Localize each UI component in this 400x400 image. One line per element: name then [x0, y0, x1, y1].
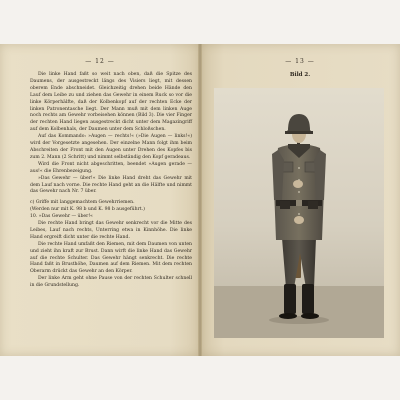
paragraph: Die linke Hand faßt so weit nach oben, daß die Spitze des Daumens, der ausgestreckt längs des Visiers liegt, mit dessen oberem Ende abschneidet. Gleichzeitig drehen beide Hände den Lauf dem Leibe zu und ziehen das Gewehr in einem Ruck so vor die linke Körperhälfte, daß der Kolbenkopf auf der rechten Ecke der linken Patronentasche liegt. Der Mann muß mit dem linken Auge noch rechts am Gewehr vorbeisehen können (Bild 3). Die vier Finger der rechten Hand liegen ausgestreckt dicht unter dem Magazingriff auf dem Kolbenhals, der Daumen unter dem Schloßschen.	[30, 72, 192, 133]
ammo-pouch-right	[308, 201, 318, 209]
left-boot	[284, 284, 296, 314]
left-page	[0, 44, 200, 356]
belt-buckle	[296, 200, 302, 206]
hand-upper	[293, 180, 303, 188]
left-page-text	[30, 72, 192, 290]
paragraph: Wird die Front nicht abgeschritten, beendet »Augen gerade — aus!« die Ehrenbezeigung.	[30, 161, 192, 174]
section-subheading: (Werden nur mit K. 98 b und K. 98 b ausgeführt.)	[30, 207, 145, 213]
right-boot-toe	[301, 313, 319, 319]
page-number-left: — 12 —	[85, 58, 115, 65]
right-page	[200, 44, 400, 356]
paragraph: »Das Gewehr — über!« Die linke Hand dreht das Gewehr mit dem Lauf nach vorne. Die rechte Hand geht an die Hälfte und nimmt das Gewehr nach Nr. 7 über.	[30, 175, 192, 195]
paragraph: Auf das Kommando: »Augen — rechts!« (»Die Augen — links!«) wird der Vorgesetzte angesehen. Der einzelne Mann folgt ihm beim Abschreiten der Front mit den Augen unter Drehen des Kopfes bis zum 2. Mann (2 Schritt) und nimmt selbständig den Kopf geradeaus.	[30, 134, 192, 160]
command-label: 10. »Das Gewehr — über!«	[30, 214, 93, 220]
section-heading: c) Griffe mit langgemachtem Gewehrriemen.	[30, 200, 135, 206]
right-arm	[314, 150, 326, 200]
soldier-photo	[214, 88, 384, 338]
paragraph: Die rechte Hand umfaßt den Riemen, mit dem Daumen von unten und zieht ihn kraft zur Brust. Dann wirft die linke Hand das Gewehr auf die rechte Schulter. Das Gewehr hängt senkrecht. Die rechte Hand faßt in Brusthöhe, Daumen auf dem Riemen. Mit dem rechten Oberarm drückt das Gewehr an den Körper.	[30, 241, 192, 275]
left-boot-toe	[279, 313, 297, 319]
ammo-pouch-left	[280, 201, 290, 209]
paragraph: Die rechte Hand bringt das Gewehr senkrecht vor die Mitte des Leibes, Lauf nach rechts, Unterring etwa in Kinnhöhe. Die linke Hand ergreift dicht unter die rechte Hand.	[30, 221, 192, 240]
hand-lower	[294, 216, 304, 224]
plate-caption: Bild 2.	[289, 72, 311, 78]
shadow	[269, 316, 329, 324]
page-number-right: — 13 —	[285, 58, 315, 65]
paragraph: Der linke Arm geht ohne Pause von der rechten Schulter schnell in die Grundstellung.	[30, 276, 192, 289]
photo-ground	[214, 286, 384, 338]
book-gutter	[198, 44, 202, 356]
right-boot	[302, 284, 314, 314]
left-arm	[272, 150, 284, 200]
